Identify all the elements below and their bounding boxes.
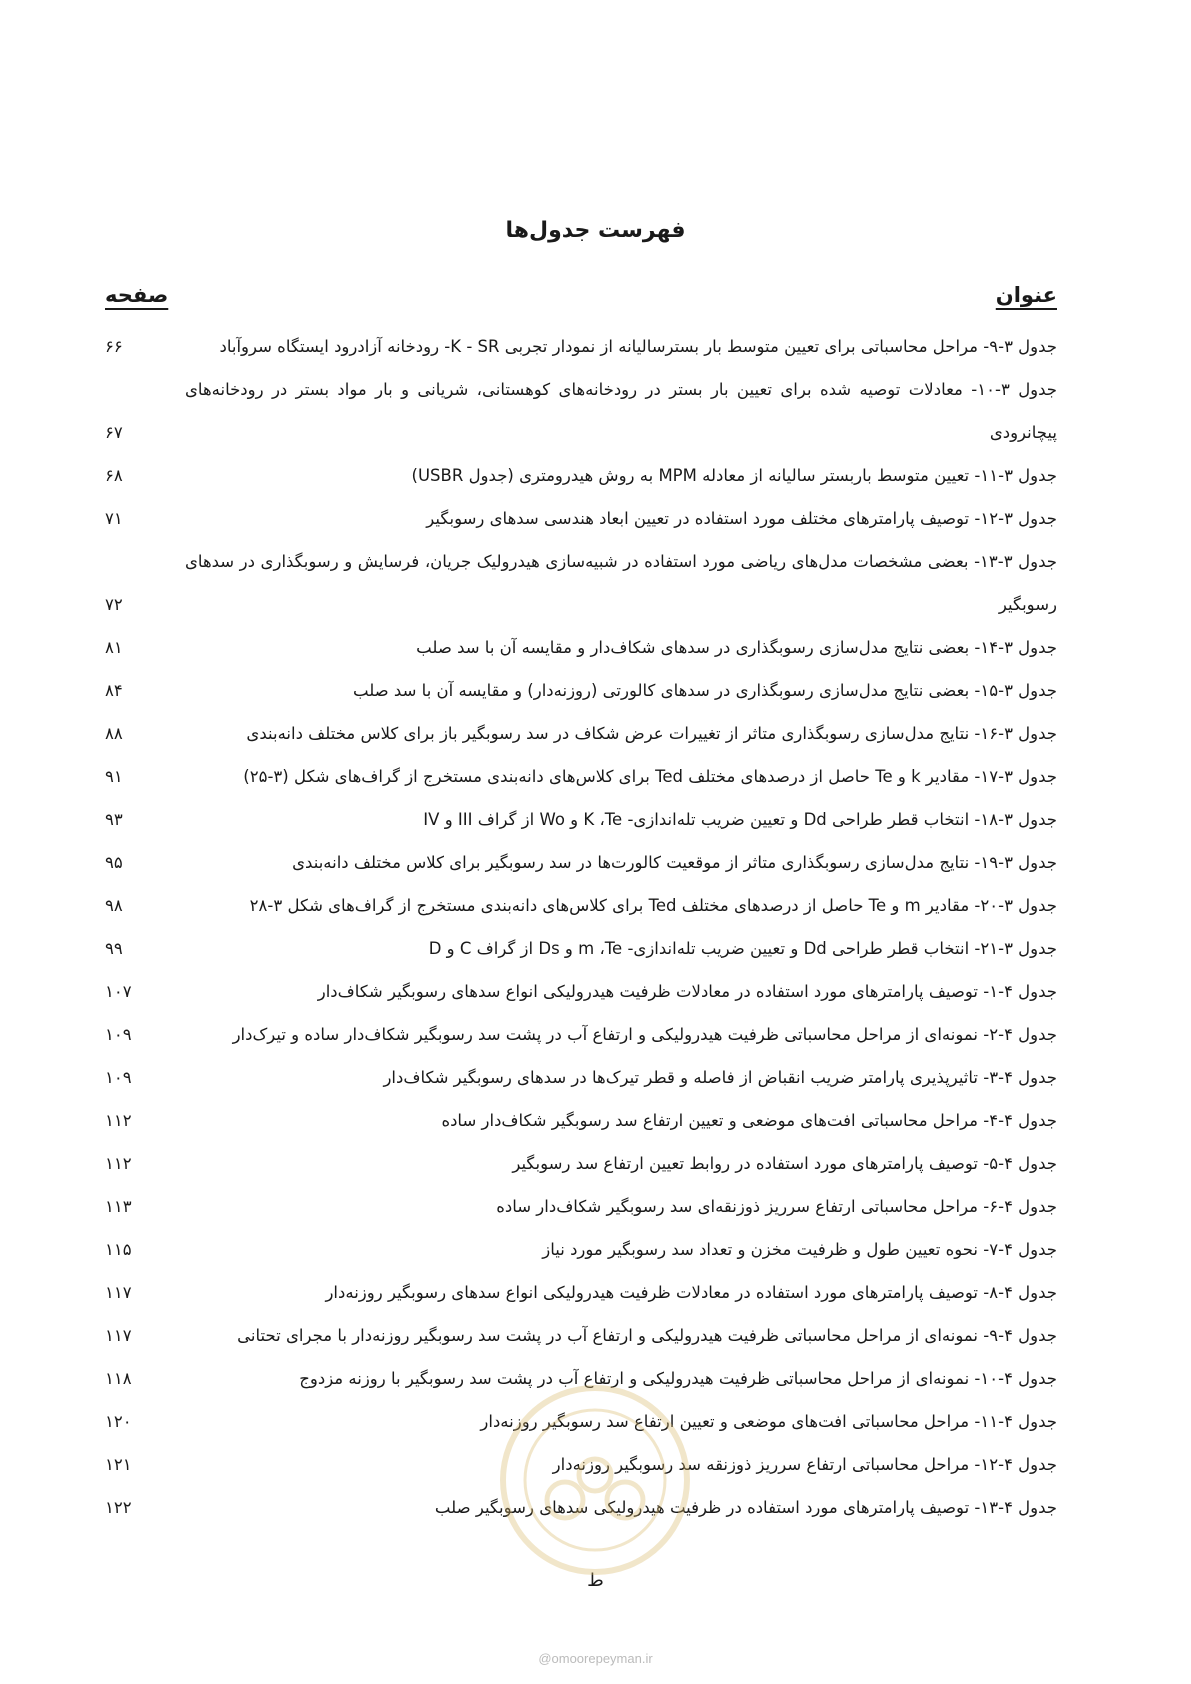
list-item xyxy=(105,884,1057,927)
entry-page: ۸۱ xyxy=(105,638,123,657)
entry-title: جدول ۳-۱۳- بعضی مشخصات مدل‌های ریاضی مورد استفاده در شبیه‌سازی هیدرولیک جریان، فرسایش و رسوبگذاری در سدهای رسوبگیر xyxy=(185,552,1057,614)
entry-title: جدول ۴-۵- توصیف پارامترهای مورد استفاده در روابط تعیین ارتفاع سد رسوبگیر xyxy=(512,1154,1057,1173)
entry-page: ۹۸ xyxy=(105,896,123,915)
entry-title: جدول ۴-۱۰- نمونه‌ای از مراحل محاسباتی ظرفیت هیدرولیکی و ارتفاع آب در پشت سد رسوبگیر با روزنه مزدوج xyxy=(299,1369,1057,1388)
publisher-logo-watermark xyxy=(490,1380,700,1580)
list-item xyxy=(105,454,1057,497)
entry-title: جدول ۴-۱۲- مراحل محاسباتی ارتفاع سرریز ذوزنقه سد رسوبگیر روزنه‌دار xyxy=(552,1455,1057,1474)
entry-title: جدول ۴-۶- مراحل محاسباتی ارتفاع سرریز ذوزنقه‌ای سد رسوبگیر شکاف‌دار ساده xyxy=(496,1197,1057,1216)
entry-title: جدول ۳-۱۵- بعضی نتایج مدل‌سازی رسوبگذاری در سدهای کالورتی (روزنه‌دار) و مقایسه آن با سد صلب xyxy=(353,681,1057,700)
entry-page: ۱۱۷ xyxy=(105,1283,132,1302)
entry-page: ۹۵ xyxy=(105,853,123,872)
entry-page: ۱۲۰ xyxy=(105,1412,132,1431)
entry-page: ۱۱۳ xyxy=(105,1197,132,1216)
entry-page: ۸۴ xyxy=(105,681,123,700)
entry-page: ۹۳ xyxy=(105,810,123,829)
entry-page: ۹۹ xyxy=(105,939,123,958)
entry-page: ۸۸ xyxy=(105,724,123,743)
list-item xyxy=(105,1056,1057,1099)
column-page-label: صفحه xyxy=(105,283,169,307)
entry-title: جدول ۴-۹- نمونه‌ای از مراحل محاسباتی ظرفیت هیدرولیکی و ارتفاع آب در پشت سد رسوبگیر روزنه‌دار با مجرای تحتانی xyxy=(237,1326,1057,1345)
entry-page: ۶۷ xyxy=(105,423,123,442)
list-item xyxy=(105,1099,1057,1142)
list-item xyxy=(105,798,1057,841)
entry-page: ۱۱۸ xyxy=(105,1369,132,1388)
list-item xyxy=(105,325,1057,368)
list-item xyxy=(105,626,1057,669)
entry-title: جدول ۳-۱۹- نتایج مدل‌سازی رسوبگذاری متاثر از موقعیت کالورت‌ها در سد رسوبگیر برای کلاس مختلف دانه‌بندی xyxy=(292,853,1057,872)
entry-page: ۹۱ xyxy=(105,767,123,786)
list-item xyxy=(105,669,1057,712)
entry-title: جدول ۴-۱۱- مراحل محاسباتی افت‌های موضعی و تعیین ارتفاع سد رسوبگیر روزنه‌دار xyxy=(480,1412,1057,1431)
list-item xyxy=(105,1314,1057,1357)
entry-title: جدول ۳-۱۴- بعضی نتایج مدل‌سازی رسوبگذاری در سدهای شکاف‌دار و مقایسه آن با سد صلب xyxy=(416,638,1057,657)
list-item xyxy=(105,1013,1057,1056)
entry-page: ۶۶ xyxy=(105,337,123,356)
entry-page: ۷۱ xyxy=(105,509,123,528)
entry-title: جدول ۴-۴- مراحل محاسباتی افت‌های موضعی و تعیین ارتفاع سد رسوبگیر شکاف‌دار ساده xyxy=(441,1111,1057,1130)
entry-title: جدول ۴-۲- نمونه‌ای از مراحل محاسباتی ظرفیت هیدرولیکی و ارتفاع آب در پشت سد رسوبگیر شکاف‌دار ساده و تیرک‌دار xyxy=(232,1025,1057,1044)
list-header xyxy=(105,283,1057,315)
entry-title: جدول ۳-۲۱- انتخاب قطر طراحی Dd و تعیین ضریب تله‌اندازی- m ،Te و Ds از گراف C و D xyxy=(428,939,1057,958)
list-item xyxy=(105,755,1057,798)
list-item xyxy=(105,970,1057,1013)
table-list xyxy=(105,325,1057,1529)
list-item xyxy=(105,841,1057,884)
entry-page: ۱۱۲ xyxy=(105,1154,132,1173)
entry-title: جدول ۴-۸- توصیف پارامترهای مورد استفاده در معادلات ظرفیت هیدرولیکی انواع سدهای رسوبگیر روزنه‌دار xyxy=(325,1283,1057,1302)
list-item xyxy=(105,1185,1057,1228)
list-item xyxy=(105,497,1057,540)
list-item xyxy=(105,1271,1057,1314)
entry-title: جدول ۳-۱۱- تعیین متوسط باربستر سالیانه از معادله MPM به روش هیدرومتری (جدول USBR) xyxy=(411,466,1057,485)
entry-title: جدول ۳-۱۸- انتخاب قطر طراحی Dd و تعیین ضریب تله‌اندازی- K ،Te و Wo از گراف III و IV xyxy=(423,810,1057,829)
entry-page: ۶۸ xyxy=(105,466,123,485)
entry-title: جدول ۳-۱۲- توصیف پارامترهای مختلف مورد استفاده در تعیین ابعاد هندسی سدهای رسوبگیر xyxy=(426,509,1057,528)
page-number: ط xyxy=(587,1570,604,1591)
entry-page: ۱۲۲ xyxy=(105,1498,132,1517)
page-title: فهرست جدول‌ها xyxy=(505,218,686,243)
watermark-site: @omoorepeyman.ir xyxy=(538,1651,653,1666)
entry-page: ۷۲ xyxy=(105,595,123,614)
entry-page: ۱۱۷ xyxy=(105,1326,132,1345)
entry-title: جدول ۴-۳- تاثیرپذیری پارامتر ضریب انقباض از فاصله و قطر تیرک‌ها در سدهای رسوبگیر شکاف‌دار xyxy=(383,1068,1057,1087)
list-item xyxy=(105,368,1057,454)
entry-page: ۱۱۵ xyxy=(105,1240,132,1259)
list-item xyxy=(105,540,1057,626)
list-item xyxy=(105,712,1057,755)
entry-title: جدول ۴-۱- توصیف پارامترهای مورد استفاده در معادلات ظرفیت هیدرولیکی انواع سدهای رسوبگیر شکاف‌دار xyxy=(317,982,1057,1001)
column-title-label: عنوان xyxy=(995,283,1057,307)
entry-page: ۱۰۹ xyxy=(105,1025,132,1044)
entry-page: ۱۰۷ xyxy=(105,982,132,1001)
entry-title: جدول ۴-۱۳- توصیف پارامترهای مورد استفاده در ظرفیت هیدرولیکی سدهای رسوبگیر صلب xyxy=(434,1498,1057,1517)
entry-title: جدول ۳-۱۷- مقادیر k و Te حاصل از درصدهای مختلف Ted برای کلاس‌های دانه‌بندی مستخرج از گراف‌های شکل (۳-۲۵) xyxy=(243,767,1057,786)
list-item xyxy=(105,927,1057,970)
entry-title: جدول ۴-۷- نحوه تعیین طول و ظرفیت مخزن و تعداد سد رسوبگیر مورد نیاز xyxy=(542,1240,1057,1259)
entry-title: جدول ۳-۱۶- نتایج مدل‌سازی رسوبگذاری متاثر از تغییرات عرض شکاف در سد رسوبگیر باز برای کلاس مختلف دانه‌بندی xyxy=(246,724,1057,743)
list-item xyxy=(105,1142,1057,1185)
entry-page: ۱۰۹ xyxy=(105,1068,132,1087)
entry-page: ۱۱۲ xyxy=(105,1111,132,1130)
entry-title: جدول ۳-۱۰- معادلات توصیه شده برای تعیین بار بستر در رودخانه‌های کوهستانی، شریانی و بار مواد بستر در رودخانه‌های پیچانرودی xyxy=(185,380,1057,442)
list-item xyxy=(105,1228,1057,1271)
entry-title: جدول ۳-۲۰- مقادیر m و Te حاصل از درصدهای مختلف Ted برای کلاس‌های دانه‌بندی مستخرج از گراف‌های شکل ۳-۲۸ xyxy=(249,896,1057,915)
entry-title: جدول ۳-۹- مراحل محاسباتی برای تعیین متوسط بار بسترسالیانه از نمودار تجربی K - SR- رودخانه آزادرود ایستگاه سروآباد xyxy=(219,337,1057,356)
entry-page: ۱۲۱ xyxy=(105,1455,132,1474)
